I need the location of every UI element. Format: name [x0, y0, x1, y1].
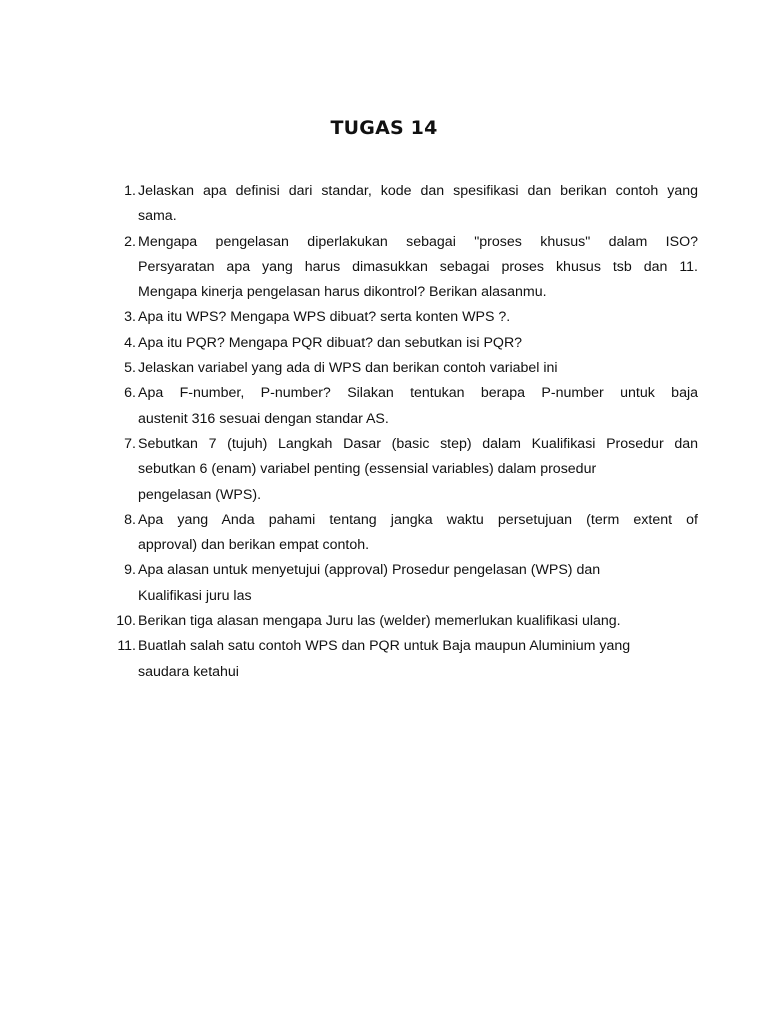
- question-list: [108, 179, 698, 685]
- item-line: Apa alasan untuk menyetujui (approval) Prosedur pengelasan (WPS) dan: [138, 562, 601, 579]
- item-text: [138, 381, 698, 432]
- list-item: [108, 356, 698, 381]
- item-number: 4.: [124, 334, 136, 351]
- item-line: Jelaskan apa definisi dari standar, kode dan spesifikasi dan berikan contoh yang: [138, 183, 698, 199]
- page-title: TUGAS 14: [330, 117, 438, 139]
- item-line: austenit 316 sesuai dengan standar AS.: [138, 410, 389, 427]
- item-line: Apa F-number, P-number? Silakan tentukan berapa P-number untuk baja: [138, 385, 698, 402]
- item-number: 2.: [124, 233, 136, 250]
- item-line: Jelaskan variabel yang ada di WPS dan berikan contoh variabel ini: [138, 360, 558, 377]
- item-line: Persyaratan apa yang harus dimasukkan sebagai proses khusus tsb dan 11.: [138, 258, 698, 275]
- item-number: 3.: [124, 309, 136, 326]
- item-number: 9.: [124, 562, 136, 579]
- item-number: 11.: [117, 638, 136, 655]
- list-item: [108, 305, 698, 330]
- item-line: Mengapa kinerja pengelasan harus dikontrol? Berikan alasanmu.: [138, 284, 547, 301]
- item-text: [138, 230, 698, 306]
- list-item: [108, 508, 698, 559]
- item-line: Buatlah salah satu contoh WPS dan PQR untuk Baja maupun Aluminium yang: [138, 638, 631, 655]
- item-line: Mengapa pengelasan diperlakukan sebagai "proses khusus" dalam ISO?: [138, 233, 698, 250]
- list-item: [108, 432, 698, 508]
- item-line: Apa itu PQR? Mengapa PQR dibuat? dan sebutkan isi PQR?: [138, 334, 523, 351]
- item-line: approval) dan berikan empat contoh.: [138, 537, 370, 554]
- list-item: [108, 381, 698, 432]
- item-text: [138, 305, 698, 330]
- item-line: sebutkan 6 (enam) variabel penting (essensial variables) dalam prosedur: [138, 461, 597, 478]
- item-line: Sebutkan 7 (tujuh) Langkah Dasar (basic step) dalam Kualifikasi Prosedur dan: [138, 435, 698, 452]
- item-text: [138, 634, 698, 685]
- item-number: 6.: [124, 385, 136, 402]
- list-item: [108, 609, 698, 634]
- list-item: [108, 558, 698, 609]
- item-text: [138, 508, 698, 559]
- item-line: Berikan tiga alasan mengapa Juru las (welder) memerlukan kualifikasi ulang.: [138, 613, 621, 630]
- item-text: [138, 356, 698, 381]
- item-line: sama.: [138, 208, 177, 225]
- item-number: 8.: [124, 511, 136, 528]
- item-text: [138, 179, 698, 230]
- list-item: [108, 230, 698, 306]
- list-item: [108, 331, 698, 356]
- item-line: Kualifikasi juru las: [138, 587, 252, 604]
- item-number: 1.: [124, 183, 136, 199]
- item-number: 10.: [116, 613, 136, 630]
- item-number: 5.: [124, 360, 136, 377]
- item-line: saudara ketahui: [138, 663, 239, 680]
- item-line: Apa itu WPS? Mengapa WPS dibuat? serta konten WPS ?.: [138, 309, 511, 326]
- item-text: [138, 331, 698, 356]
- item-number: 7.: [124, 435, 136, 452]
- item-text: [138, 432, 698, 508]
- item-line: Apa yang Anda pahami tentang jangka waktu persetujuan (term extent of: [138, 511, 698, 528]
- item-line: pengelasan (WPS).: [138, 486, 262, 503]
- item-text: [138, 609, 698, 634]
- list-item: [108, 634, 698, 685]
- item-text: [138, 558, 698, 609]
- list-item: [108, 179, 698, 230]
